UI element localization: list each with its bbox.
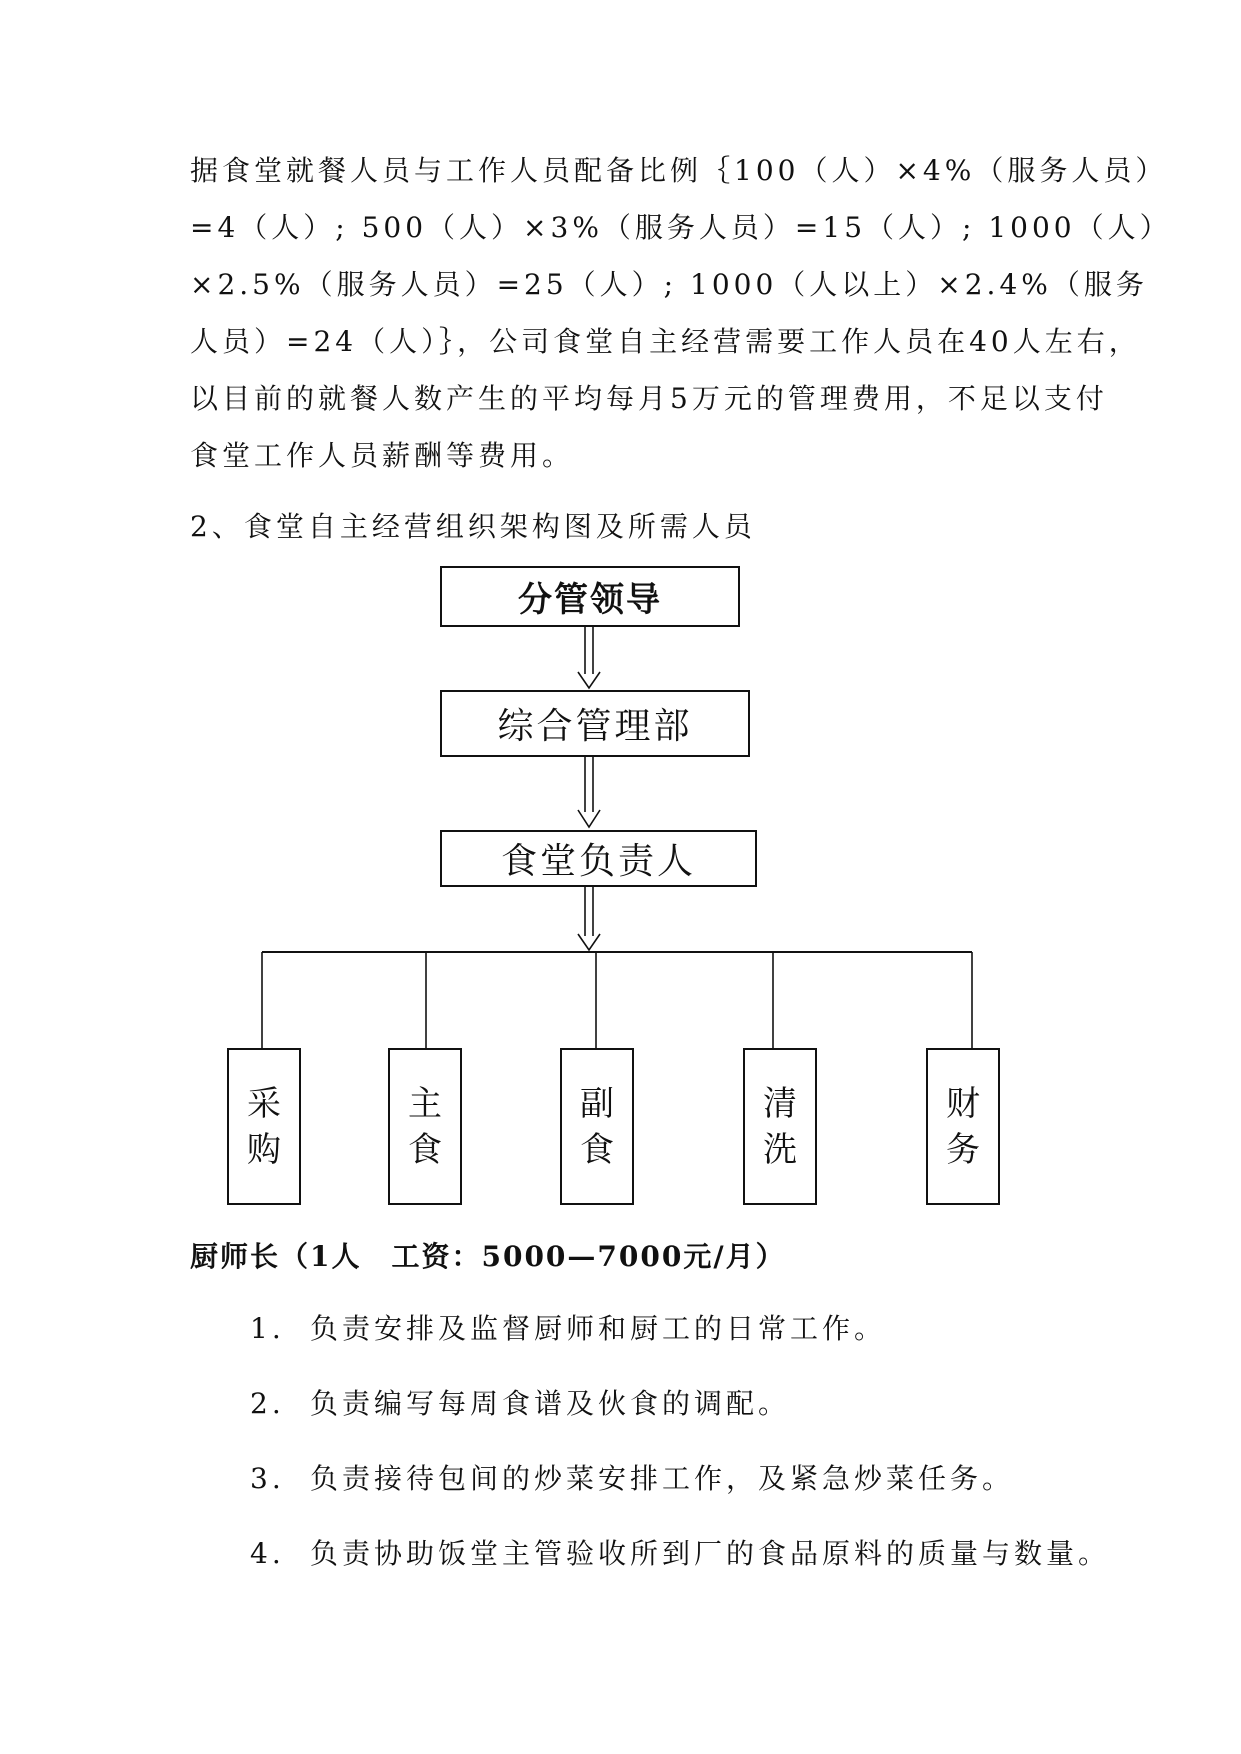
dept-char: 财 — [946, 1083, 980, 1124]
duty-text: 负责接待包间的炒菜安排工作，及紧急炒菜任务。 — [310, 1462, 1015, 1495]
dept-char: 食 — [580, 1129, 614, 1170]
arrow-lead-to-mgmt — [578, 627, 600, 688]
dept-char: 食 — [408, 1129, 442, 1170]
org-box-management-dept: 综合管理部 — [440, 690, 750, 757]
org-box-side-dishes — [560, 1048, 634, 1205]
dept-char: 务 — [946, 1129, 980, 1170]
duty-number: 4. — [250, 1537, 285, 1570]
duty-item — [250, 1382, 790, 1422]
chef-heading: 厨师长（1人 工资：5000—7000元/月） — [190, 1240, 786, 1273]
intro-line: ×2.5%（服务人员）=25（人）; 1000（人以上）×2.4%（服务 — [190, 268, 1148, 301]
duty-item — [250, 1457, 1014, 1497]
org-box-cleaning — [743, 1048, 817, 1205]
section-title: 2、食堂自主经营组织架构图及所需人员 — [190, 510, 756, 543]
intro-line: 据食堂就餐人员与工作人员配备比例｛100（人）×4%（服务人员） — [190, 154, 1168, 187]
duty-text: 负责协助饭堂主管验收所到厂的食品原料的质量与数量。 — [310, 1537, 1111, 1570]
duty-item — [250, 1307, 886, 1347]
duty-number: 3. — [250, 1462, 285, 1495]
arrow-mgmt-to-head — [578, 757, 600, 827]
duty-number: 2. — [250, 1387, 285, 1420]
intro-line: =4（人）; 500（人）×3%（服务人员）=15（人）; 1000（人） — [190, 211, 1172, 244]
dept-char: 采 — [247, 1083, 281, 1124]
intro-line: 以目前的就餐人数产生的平均每月5万元的管理费用，不足以支付 — [190, 382, 1108, 415]
duty-text: 负责编写每周食谱及伙食的调配。 — [310, 1387, 791, 1420]
duty-item — [250, 1532, 1110, 1572]
duty-number: 1. — [250, 1312, 285, 1345]
dept-char: 副 — [580, 1083, 614, 1124]
org-box-purchasing — [227, 1048, 301, 1205]
org-box-staple-food — [388, 1048, 462, 1205]
duty-text: 负责安排及监督厨师和厨工的日常工作。 — [310, 1312, 887, 1345]
arrow-head-to-branches — [578, 887, 600, 950]
dept-char: 洗 — [763, 1129, 797, 1170]
dept-char: 购 — [247, 1129, 281, 1170]
dept-char: 主 — [408, 1083, 442, 1124]
intro-line: 人员）=24（人）｝，公司食堂自主经营需要工作人员在40人左右， — [190, 325, 1141, 358]
intro-line: 食堂工作人员薪酬等费用。 — [190, 439, 575, 472]
org-box-canteen-head: 食堂负责人 — [440, 830, 757, 887]
dept-char: 清 — [763, 1083, 797, 1124]
org-box-finance — [926, 1048, 1000, 1205]
org-box-leader: 分管领导 — [440, 566, 740, 627]
